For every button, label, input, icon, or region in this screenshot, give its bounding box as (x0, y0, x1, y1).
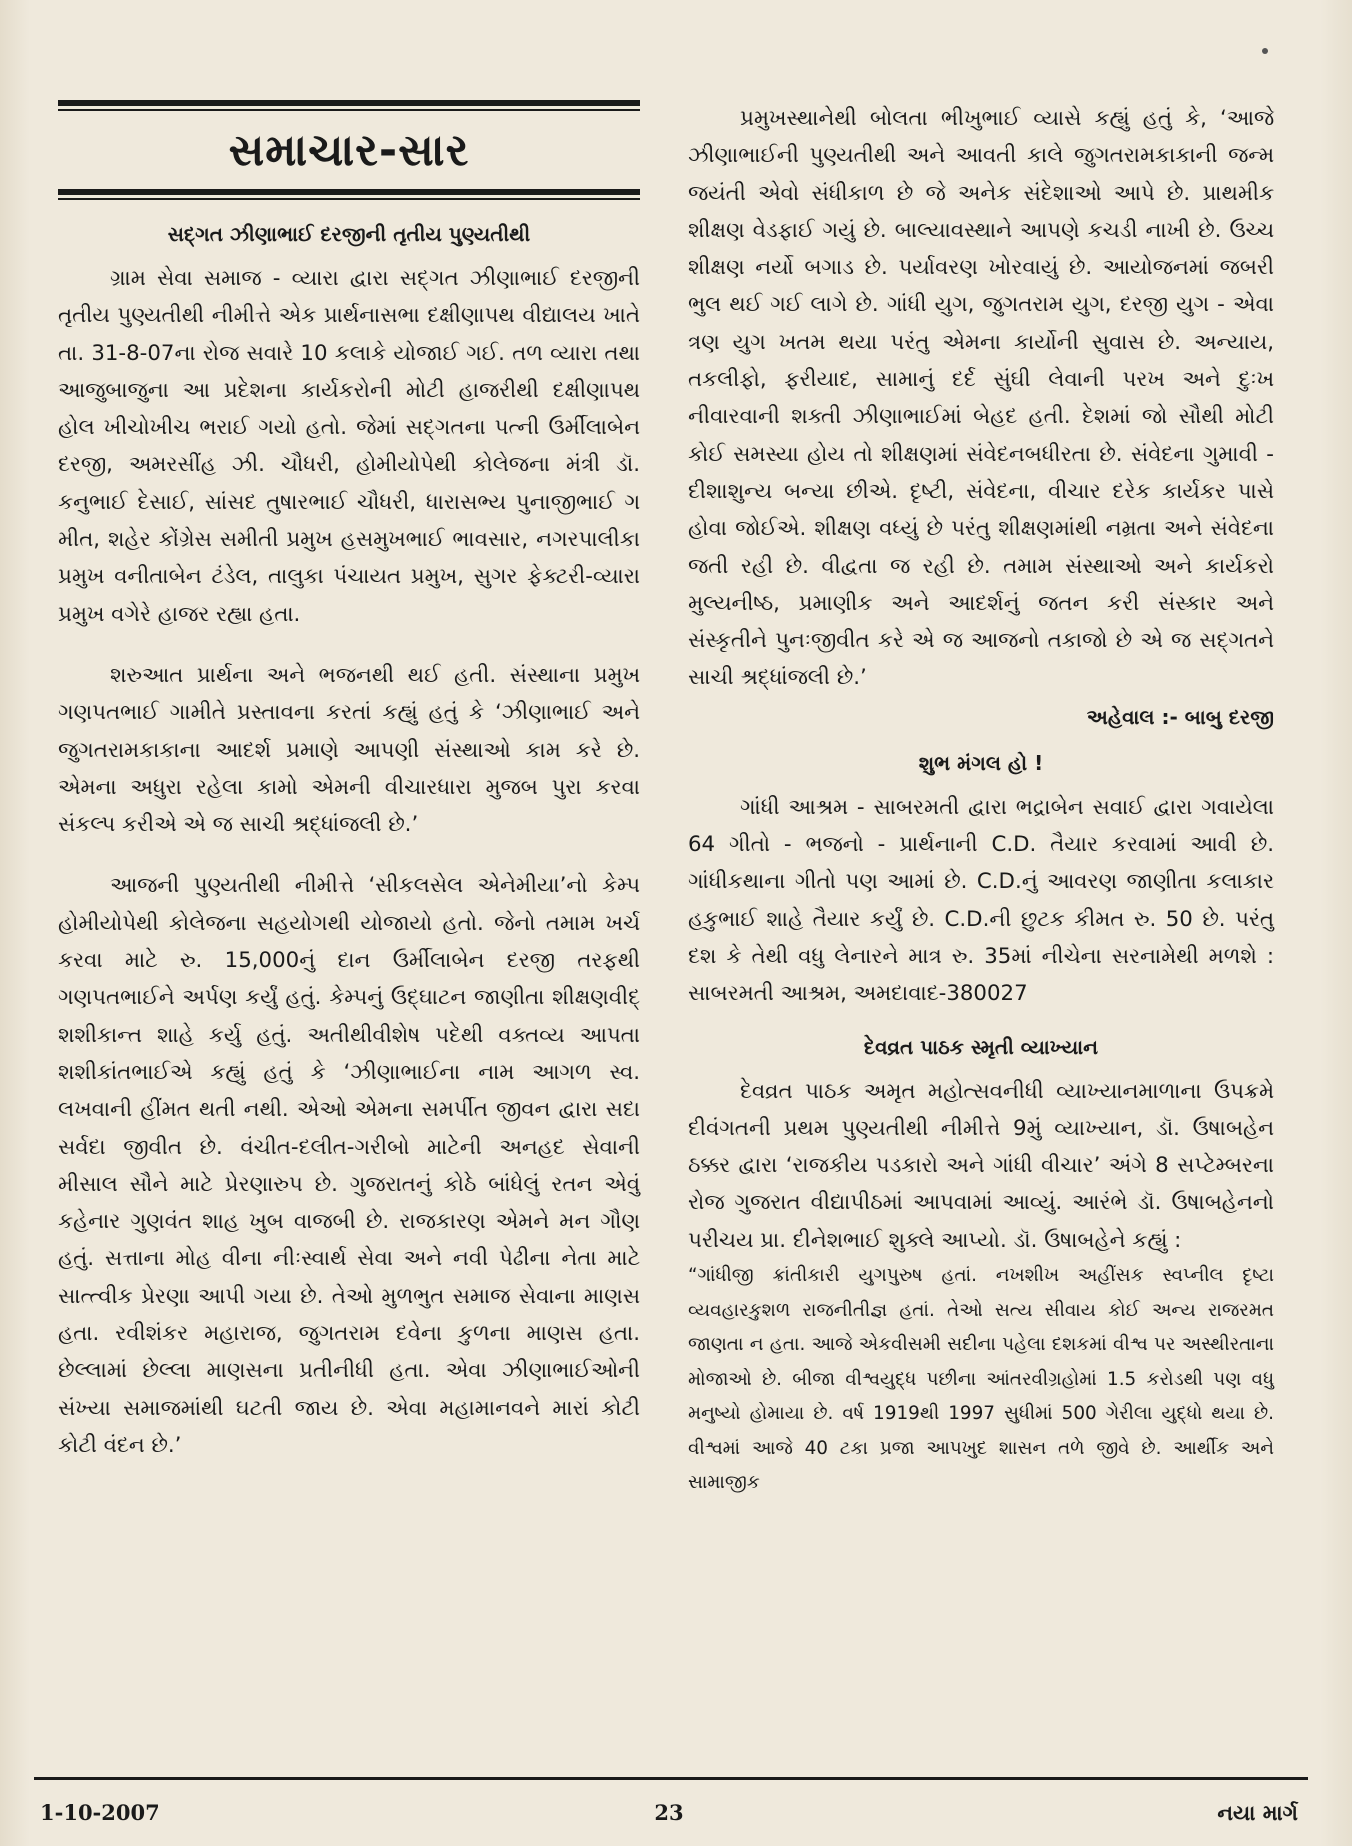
article3-quote: “ગાંધીજી ક્રાંતીકારી યુગપુરુષ હતાં. નખશીખ અહીંસક સ્વપ્નીલ દૃષ્ટા વ્યવહારકુશળ રાજનીતીજ્ઞ હતાં. તેઓ સત્ય સીવાય કોઈ અન્ય રાજરમત જાણતા ન હતા. આજે એકવીસમી સદીના પહેલા દશકમાં વીશ્વ પર અસ્થીરતાના મોજાઓ છે. બીજા વીશ્વયુદ્ધ પછીના આંતરવીગ્રહોમાં 1.5 કરોડથી પણ વધુ મનુષ્યો હોમાયા છે. વર્ષ 1919થી 1997 સુધીમાં 500 ગેરીલા યુદ્ધો થયા છે. વીશ્વમાં આજે 40 ટકા પ્રજા આપખુદ શાસન તળે જીવે છે. આર્થીક અને સામાજીક (688, 1265, 1274, 1494)
issue-date: 1-10-2007 (40, 1800, 160, 1825)
magazine-name: નયા માર્ગ (1217, 1800, 1298, 1825)
masthead-rule-bottom (58, 189, 640, 195)
article1-paragraph: ગ્રામ સેવા સમાજ - વ્યારા દ્વારા સદ્ગત ઝીણાભાઈ દરજીની તૃતીય પુણ્યતીથી નીમીત્તે એક પ્રાર્થનાસભા દક્ષીણાપથ વીદ્યાલય ખાતે તા. 31-8-07ના રોજ સવારે 10 કલાકે યોજાઈ ગઈ. તળ વ્યારા તથા આજુબાજુના આ પ્રદેશના કાર્યકરોની મોટી હાજરીથી દક્ષીણાપથ હોલ ખીચોખીચ ભરાઈ ગયો હતો. જેમાં સદ્ગતના પત્ની ઉર્મીલાબેન દરજી, અમરસીંહ ઝી. ચૌધરી, હોમીયોપેથી કોલેજના મંત્રી ડૉ. કનુભાઈ દેસાઈ, સાંસદ તુષારભાઈ ચૌધરી, ધારાસભ્ય પુનાજીભાઈ ગ મીત, શહેર કોંગ્રેસ સમીતી પ્રમુખ હસમુખભાઈ ભાવસાર, નગરપાલીકા પ્રમુખ વનીતાબેન ટંડેલ, તાલુકા પંચાયત પ્રમુખ, સુગર ફેક્ટરી-વ્યારા પ્રમુખ વગેરે હાજર રહ્યા હતા. (58, 266, 640, 627)
article2-heading: શુભ મંગલ હો ! (918, 750, 1044, 775)
section-masthead: સમાચાર-સાર (228, 125, 470, 176)
masthead-rule-top (58, 100, 640, 106)
masthead-rule-top-thin (58, 109, 640, 111)
article1-paragraph: પ્રમુખસ્થાનેથી બોલતા ભીખુભાઈ વ્યાસે કહ્યું હતું કે, ‘આજે ઝીણાભાઈની પુણ્યતીથી અને આવતી કાલે જુગતરામકાકાની જન્મ જયંતી એવો સંધીકાળ છે જે અનેક સંદેશાઓ આપે છે. પ્રાથમીક શીક્ષણ વેડફાઈ ગયું છે. બાલ્યાવસ્થાને આપણે કચડી નાખી છે. ઉચ્ચ શીક્ષણ નર્યો બગાડ છે. પર્યાવરણ ખોરવાયું છે. આયોજનમાં જબરી ભુલ થઈ ગઈ લાગે છે. ગાંધી યુગ, જુગતરામ યુગ, દરજી યુગ - એવા ત્રણ યુગ ખતમ થયા પરંતુ એમના કાર્યોની સુવાસ છે. અન્યાય, તકલીફો, ફરીયાદ, સામાનું દર્દ સુંઘી લેવાની પરખ અને દુઃખ નીવારવાની શક્તી ઝીણાભાઈમાં બેહદ હતી. દેશમાં જો સૌથી મોટી કોઈ સમસ્યા હોય તો શીક્ષણમાં સંવેદનબધીરતા છે. સંવેદના ગુમાવી - દીશાશુન્ય બન્યા છીએ. દૃષ્ટી, સંવેદના, વીચાર દરેક કાર્યકર પાસે હોવા જોઈએ. શીક્ષણ વધ્યું છે પરંતુ શીક્ષણમાંથી નમ્રતા અને સંવેદના જતી રહી છે. વીદ્વતા જ રહી છે. તમામ સંસ્થાઓ અને કાર્યકરો મુલ્યનીષ્ઠ, પ્રમાણીક અને આદર્શનું જતન કરી સંસ્કાર અને સંસ્કૃતીને પુનઃજીવીત કરે એ જ આજનો તકાજો છે એ જ સદ્ગતને સાચી શ્રદ્ધાંજલી છે.’ (688, 106, 1274, 691)
article1-paragraph: આજની પુણ્યતીથી નીમીત્તે ‘સીકલસેલ એનેમીયા’નો કેમ્પ હોમીયોપેથી કોલેજના સહયોગથી યોજાયો હતો. જેનો તમામ ખર્ચ કરવા માટે રુ. 15,000નું દાન ઉર્મીલાબેન દરજી તરફથી ગણપતભાઈને અર્પણ કર્યું હતું. કેમ્પનું ઉદ્ઘાટન જાણીતા શીક્ષણવીદ્ શશીકાન્ત શાહે કર્યુ હતું. અતીથીવીશેષ પદેથી વક્તવ્ય આપતા શશીકાંતભાઈએ કહ્યું હતું કે ‘ઝીણાભાઈના નામ આગળ સ્વ. લખવાની હીંમત થતી નથી. એઓ એમના સમર્પીત જીવન દ્વારા સદા સર્વદા જીવીત છે. વંચીત-દલીત-ગરીબો માટેની અનહદ સેવાની મીસાલ સૌને માટે પ્રેરણારુપ છે. ગુજરાતનું કોઠે બાંધેલું રતન એવું કહેનાર ગુણવંત શાહ ખુબ વાજબી છે. રાજકારણ એમને મન ગૌણ હતું. સત્તાના મોહ વીના નીઃસ્વાર્થ સેવા અને નવી પેઢીના નેતા માટે સાત્ત્વીક પ્રેરણા આપી ગયા છે. તેઓ મુળભુત સમાજ સેવાના માણસ હતા. રવીશંકર મહારાજ, જુગતરામ દવેના કુળના માણસ હતા. છેલ્લામાં છેલ્લા માણસના પ્રતીનીધી હતા. એવા ઝીણાભાઈઓની સંખ્યા સમાજમાંથી ઘટતી જાય છે. એવા મહામાનવને મારાં કોટી કોટી વંદન છે.’ (58, 873, 640, 1458)
masthead-rule-bottom-thin (58, 198, 640, 200)
footer-rule (34, 1777, 1308, 1780)
right-column (688, 100, 1274, 1501)
article2-paragraph: ગાંધી આશ્રમ - સાબરમતી દ્વારા ભદ્રાબેન સવાઈ દ્વારા ગવાયેલા 64 ગીતો - ભજનો - પ્રાર્થનાની C.D. તૈયાર કરવામાં આવી છે. ગાંધીકથાના ગીતો પણ આમાં છે. C.D.નું આવરણ જાણીતા કલાકાર હકુભાઈ શાહે તૈયાર કર્યું છે. C.D.ની છુટક કીમત રુ. 50 છે. પરંતુ દશ કે તેથી વધુ લેનારને માત્ર રુ. 35માં નીચેના સરનામેથી મળશે : સાબરમતી આશ્રમ, અમદાવાદ-380027 (688, 794, 1274, 1007)
page-number: 23 (654, 1800, 684, 1825)
article3-heading: દેવવ્રત પાઠક સ્મૃતી વ્યાખ્યાન (863, 1034, 1099, 1059)
article1-byline: અહેવાલ :- બાબુ દરજી (1086, 704, 1274, 729)
article1-paragraph: શરુઆત પ્રાર્થના અને ભજનથી થઈ હતી. સંસ્થાના પ્રમુખ ગણપતભાઈ ગામીતે પ્રસ્તાવના કરતાં કહ્યું હતું કે ‘ઝીણાભાઈ અને જુગતરામકાકાના આદર્શ પ્રમાણે આપણી સંસ્થાઓ કામ કરે છે. એમના અધુરા રહેલા કામો એમની વીચારધારા મુજબ પુરા કરવા સંકલ્પ કરીએ એ જ સાચી શ્રદ્ધાંજલી છે.’ (58, 662, 640, 838)
left-column (58, 100, 640, 1464)
article3-paragraph: દેવવ્રત પાઠક અમૃત મહોત્સવનીધી વ્યાખ્યાનમાળાના ઉપક્રમે દીવંગતની પ્રથમ પુણ્યતીથી નીમીત્તે 9મું વ્યાખ્યાન, ડૉ. ઉષાબહેન ઠક્કર દ્વારા ‘રાજકીય પડકારો અને ગાંધી વીચાર’ અંગે 8 સપ્ટેમ્બરના રોજ ગુજરાત વીદ્યાપીઠમાં આપવામાં આવ્યું. આરંભે ડૉ. ઉષાબહેનનો પરીચય પ્રા. દીનેશભાઈ શુક્લે આપ્યો. ડૉ. ઉષાબહેને કહ્યું : (688, 1078, 1274, 1253)
article1-heading: સદ્ગત ઝીણાભાઈ દરજીની તૃતીય પુણ્યતીથી (167, 222, 531, 246)
ink-speck (1262, 48, 1268, 54)
page-footer (40, 1800, 1298, 1830)
